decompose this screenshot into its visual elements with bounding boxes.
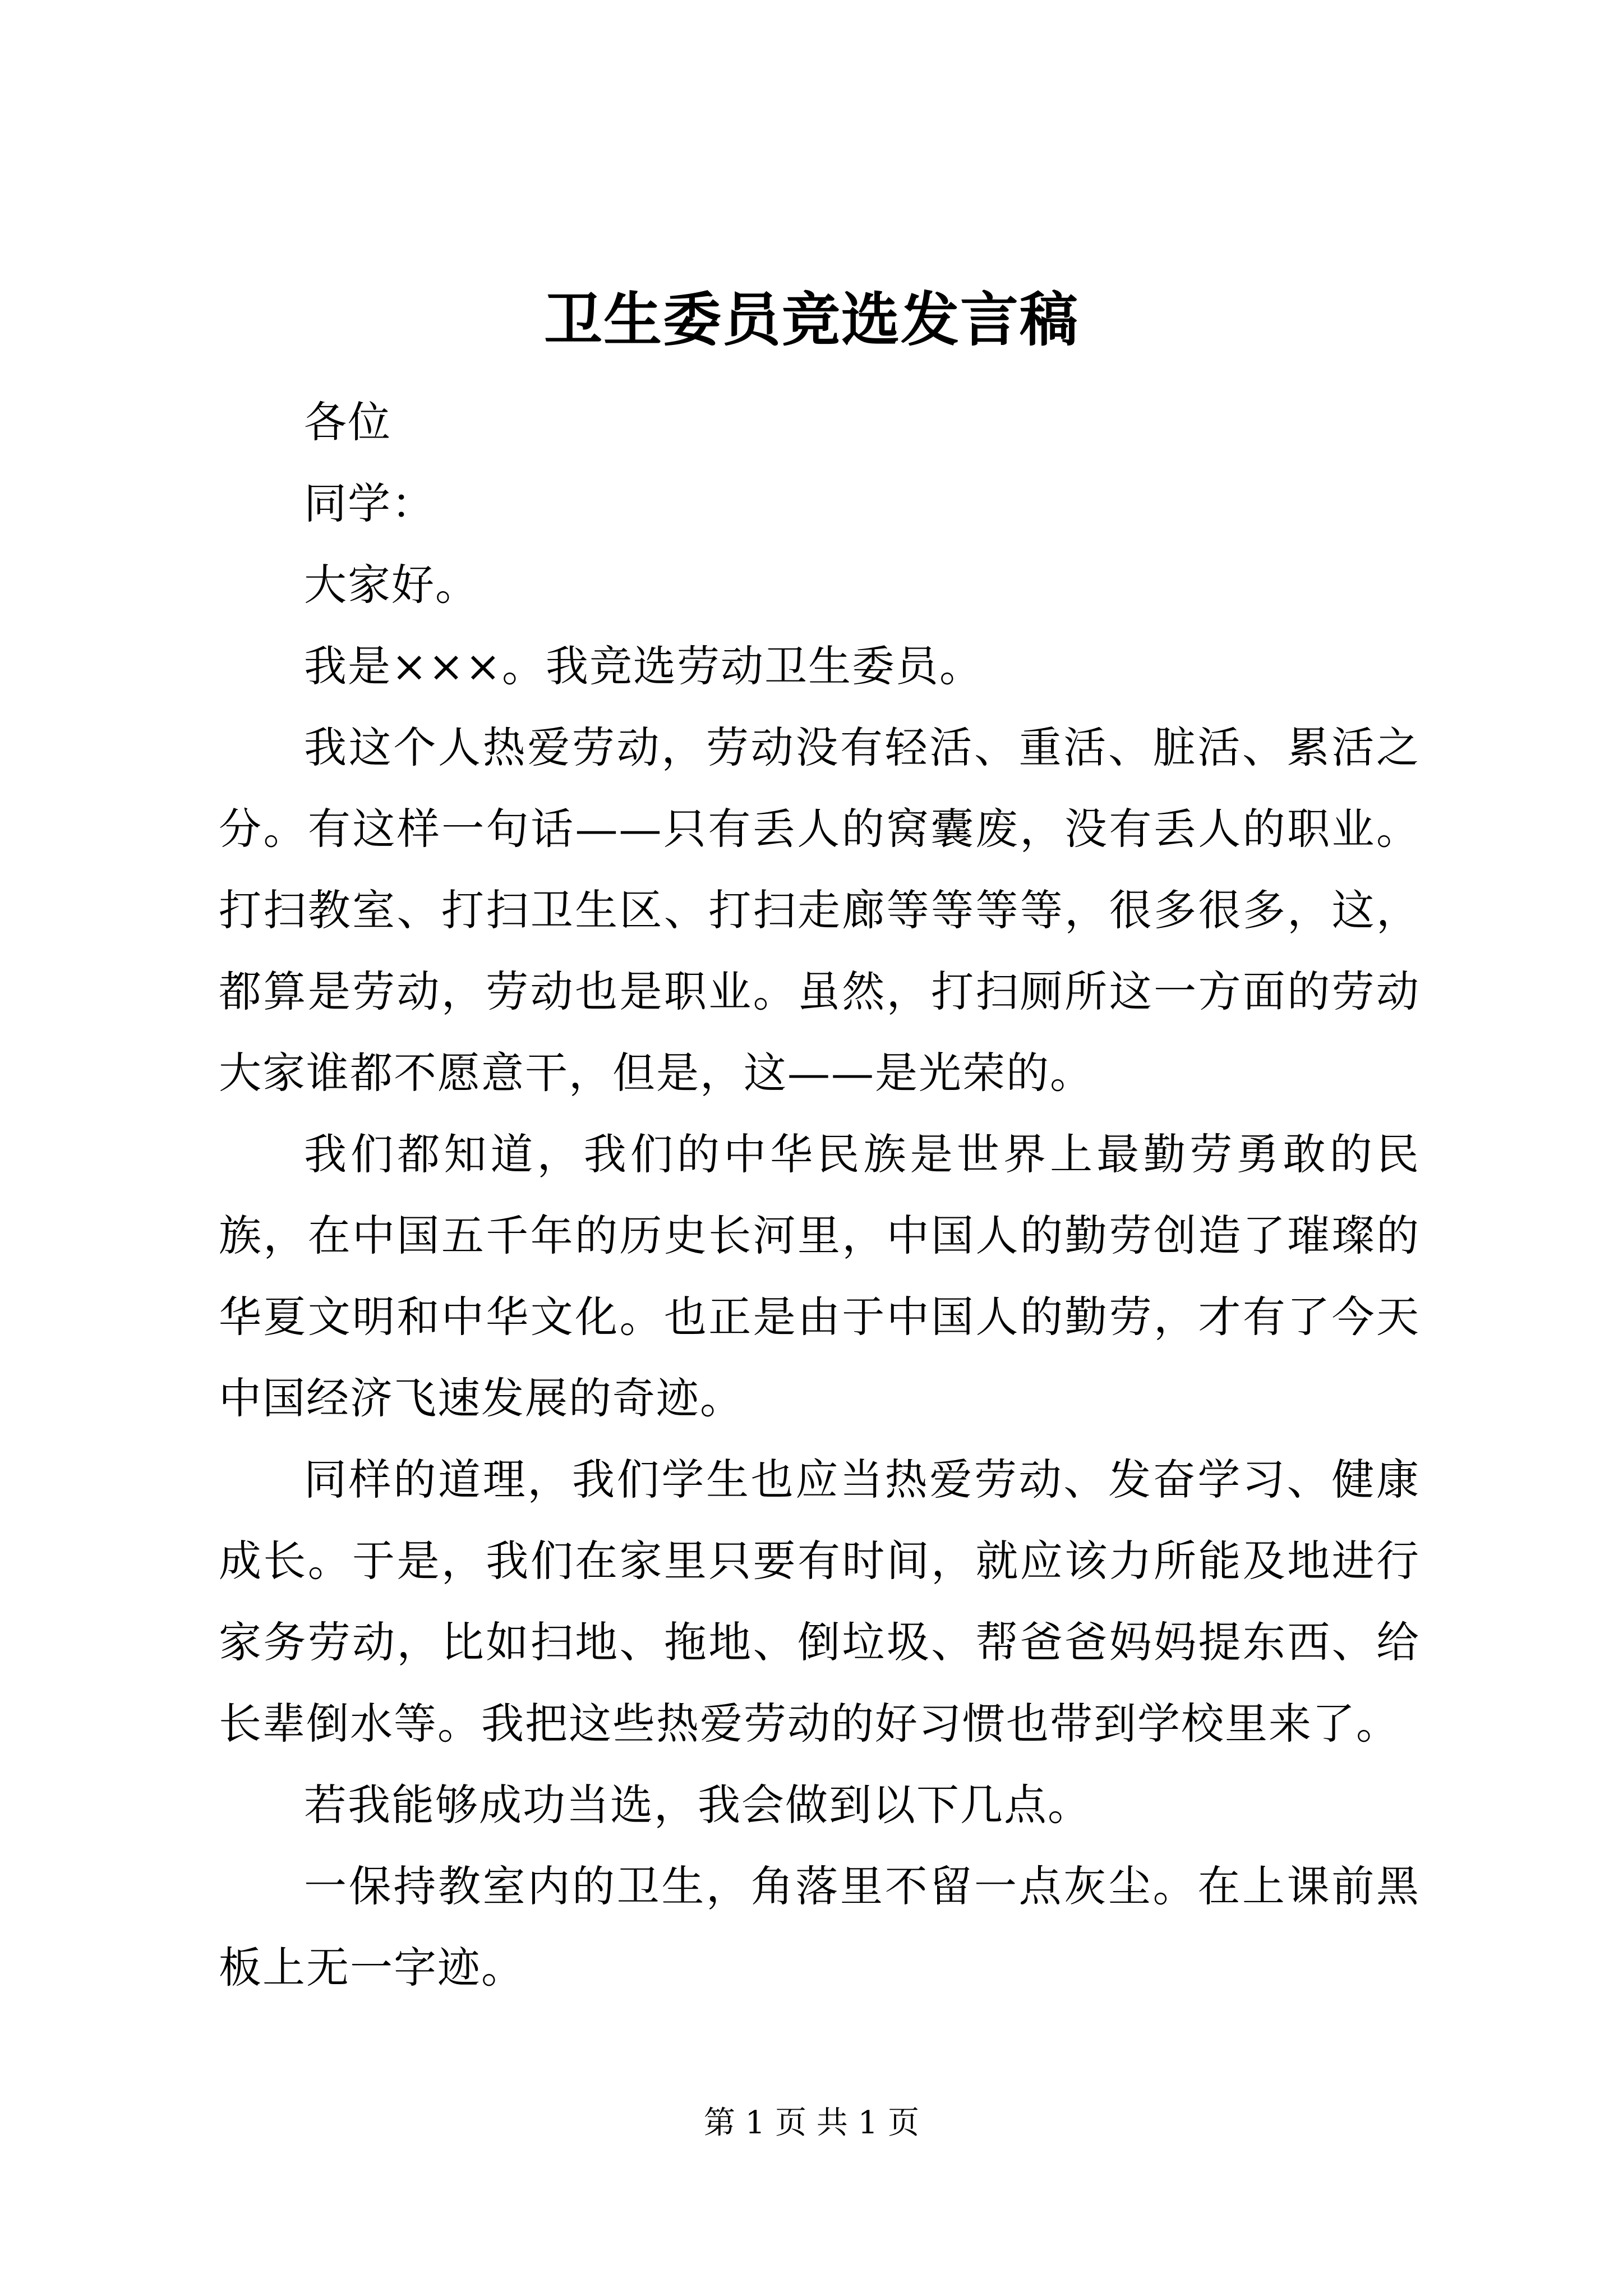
paragraph-chinese-diligence: 我们都知道，我们的中华民族是世界上最勤劳勇敢的民族，在中国五千年的历史长河里，中国人的勤劳创造了璀璨的华夏文明和中华文化。也正是由于中国人的勤劳，才有了今天中国经济飞速发展的奇迹。: [219, 1129, 1420, 1423]
paragraph-love-of-labor: 我这个人热爱劳动，劳动没有轻活、重活、脏活、累活之分。有这样一句话——只有丢人的窝囊废，没有丢人的职业。打扫教室、打扫卫生区、打扫走廊等等等等，很多很多，这，都算是劳动，劳动也是职业。虽然，打扫厕所这一方面的劳动大家谁都不愿意干，但是，这——是光荣的。: [219, 723, 1420, 1098]
paragraph-if-elected: 若我能够成功当选，我会做到以下几点。: [304, 1780, 1091, 1830]
document-body: [219, 381, 1420, 2008]
page-footer: 第 1 页 共 1 页: [703, 2105, 920, 2141]
paragraph-greeting: 大家好。: [304, 560, 479, 610]
paragraph-salutation-1: 各位: [304, 397, 391, 447]
document-title: 卫生委员竞选发言稿: [543, 285, 1079, 354]
paragraph-salutation-2: 同学：: [304, 478, 435, 528]
paragraph-introduction: 我是×××。我竞选劳动卫生委员。: [304, 641, 984, 691]
paragraph-point-one: 一保持教室内的卫生，角落里不留一点灰尘。在上课前黑板上无一字迹。: [219, 1861, 1420, 1993]
paragraph-student-duty: 同样的道理，我们学生也应当热爱劳动、发奋学习、健康成长。于是，我们在家里只要有时间，就应该力所能及地进行家务劳动，比如扫地、拖地、倒垃圾、帮爸爸妈妈提东西、给长辈倒水等。我把这些热爱劳动的好习惯也带到学校里来了。: [219, 1455, 1420, 1749]
